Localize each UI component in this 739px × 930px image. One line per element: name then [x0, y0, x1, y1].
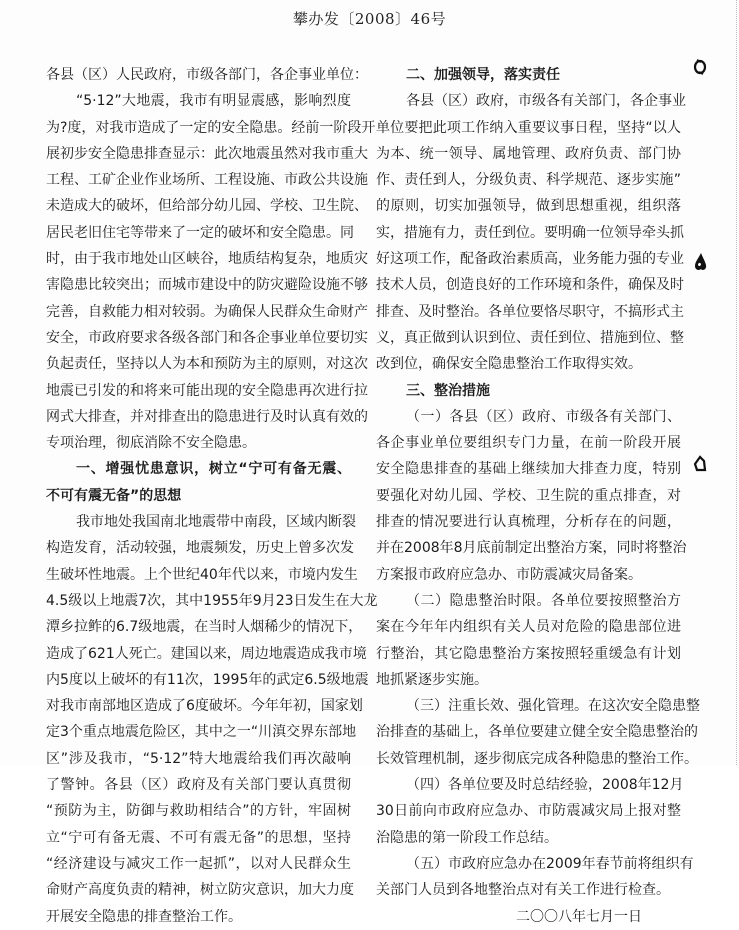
text-line: 实，措施有力，责任到位。要明确一位领导牵头抓 — [376, 224, 684, 241]
text-line: 居民老旧住宅等带来了一定的破坏和安全隐患。同 — [46, 224, 354, 241]
text-line: 行整治，其它隐患整治方案按照轻重缓急有计划 — [376, 645, 681, 662]
text-line: 时，由于我市地处山区峡谷，地质结构复杂，地质灾 — [46, 251, 368, 268]
right-text-column — [376, 62, 700, 930]
text-line: 生破坏性地震。上个世纪40年代以来，市境内发生 — [46, 566, 358, 583]
text-line: （三）注重长效、强化管理。在这次安全隐患整 — [406, 698, 700, 715]
text-line: 立“宁可有备无震、不可有震无备”的思想，坚持 — [46, 829, 351, 846]
section-heading-line: 不可有震无备”的思想 — [46, 487, 182, 504]
text-line: 专项治理，彻底消除不安全隐患。 — [46, 435, 256, 452]
text-line: 排查的情况要进行认真梳理，分析存在的问题， — [376, 514, 681, 531]
text-line: 开展安全隐患的排查整治工作。 — [46, 908, 242, 925]
text-line: 对我市南部地区造成了6度破坏。今年年初，国家划 — [46, 698, 363, 715]
text-line: 安全，市政府要求各级各部门和各企事业单位要切实 — [46, 329, 368, 346]
text-line: 造成了621人死亡。建国以来，周边地震造成我市境 — [46, 645, 367, 662]
text-line: 各县（区）政府，市级各有关部门，各企事业 — [406, 93, 686, 110]
section-heading-line: 三、整治措施 — [406, 382, 490, 399]
text-line: 4.5级以上地震7次，其中1955年9月23日发生在大龙 — [46, 592, 378, 609]
text-line: 安全隐患排查的基础上继续加大排查力度，特别 — [376, 461, 681, 478]
text-line: 治隐患的第一阶段工作总结。 — [376, 829, 558, 846]
text-line: 长效管理机制，逐步彻底完成各种隐患的整治工作。 — [376, 750, 698, 767]
text-line: 的原则，切实加强领导，做到思想重视，组织落 — [376, 198, 681, 215]
text-line: 案在今年年内组织有关人员对危险的隐患部位进 — [376, 619, 681, 636]
text-line: 网式大排查，并对排查出的隐患进行及时认真有效的 — [46, 408, 368, 425]
text-line: 关部门人员到各地整治点对有关工作进行检查。 — [376, 882, 670, 899]
document-date: 二〇〇八年七月一日 — [516, 908, 642, 925]
left-text-column — [46, 62, 378, 930]
text-line: 地震已引发的和将来可能出现的安全隐患再次进行拉 — [46, 382, 368, 399]
text-line: 技术人员，创造良好的工作环境和条件，确保及时 — [376, 277, 684, 294]
text-line: 要强化对幼儿园、学校、卫生院的重点排查，对 — [376, 487, 681, 504]
text-line: 作、责任到人，分级负责、科学规范、逐步实施” — [376, 172, 681, 189]
text-line: 地抓紧逐步实施。 — [376, 671, 488, 688]
binding-hole-mark-icon — [692, 455, 708, 473]
text-line: 单位要把此项工作纳入重要议事日程，坚持“以人 — [376, 119, 681, 136]
text-line: 好这项工作，配备政治素质高，业务能力强的专业 — [376, 251, 684, 268]
text-line: 未造成大的破坏，但给部分幼儿园、学校、卫生院、 — [46, 198, 368, 215]
text-line: 潭乡拉鲊的6.7级地震，在当时人烟稀少的情况下， — [46, 619, 363, 636]
binding-hole-mark-icon — [692, 252, 708, 270]
text-line: （五）市政府应急办在2009年春节前将组织有 — [406, 855, 694, 872]
text-line: 定3个重点地震危险区，其中之一“川滇交界东部地 — [46, 724, 357, 741]
text-line: 方案报市政府应急办、市防震减灾局备案。 — [376, 566, 642, 583]
section-heading-line: 二、加强领导，落实责任 — [406, 67, 560, 83]
text-line: “预防为主，防御与救助相结合”的方针，牢固树 — [46, 803, 351, 820]
text-line: 义，真正做到认识到位、责任到位、措施到位、整 — [376, 329, 684, 346]
section-heading-line: 一、增强忧患意识，树立“宁可有备无震、 — [76, 461, 351, 478]
text-line: 害隐患比较突出；而城市建设中的防灾避险设施不够 — [46, 277, 368, 294]
text-line: 治排查的基础上，各单位要建立健全安全隐患整治的 — [376, 724, 698, 741]
text-line: 排查、及时整治。各单位要恪尽职守，不搞形式主 — [376, 303, 684, 320]
text-line: 完善，自救能力相对较弱。为确保人民群众生命财产 — [46, 303, 368, 320]
text-line: 为?度，对我市造成了一定的安全隐患。经前一阶段开 — [46, 119, 376, 136]
text-line: （二）隐患整治时限。各单位要按照整治方 — [406, 592, 681, 609]
text-line: 并在2008年8月底前制定出整治方案，同时将整治 — [376, 540, 687, 557]
text-line: （四）各单位要及时总结经验，2008年12月 — [406, 777, 684, 794]
text-line: 我市地处我国南北地震带中南段，区域内断裂 — [76, 514, 356, 531]
text-line: 构造发育，活动较强，地震频发，历史上曾多次发 — [46, 540, 354, 557]
text-line: 负起责任，坚持以人为本和预防为主的原则，对这次 — [46, 356, 368, 373]
text-line: “经济建设与减灾工作一起抓”，以对人民群众生 — [46, 855, 351, 872]
text-line: “5·12”大地震，我市有明显震感，影响烈度 — [76, 93, 351, 110]
text-line: 各县（区）人民政府，市级各部门，各企事业单位： — [46, 67, 368, 83]
text-line: 命财产高度负责的精神，树立防灾意识，加大力度 — [46, 882, 354, 899]
text-line: 工程、工矿企业作业场所、工程设施、市政公共设施 — [46, 172, 368, 189]
text-line: 各企事业单位要组织专门力量，在前一阶段开展 — [376, 435, 681, 452]
text-line: （一）各县（区）政府、市级各有关部门、 — [406, 408, 681, 425]
text-line: 展初步安全隐患排查显示：此次地震虽然对我市重大 — [46, 145, 368, 162]
text-line: 区”涉及我市，“5·12”特大地震给我们再次敲响 — [46, 750, 351, 767]
text-line: 为本、统一领导、属地管理、政府负责、部门协 — [376, 145, 681, 162]
document-number-header: 攀办发〔2008〕46号 — [292, 10, 447, 28]
page-edge-rule — [736, 0, 738, 765]
text-line: 内5度以上破坏的有11次，1995年的武定6.5级地震 — [46, 671, 369, 688]
text-line: 改到位，确保安全隐患整治工作取得实效。 — [376, 356, 642, 373]
binding-hole-mark-icon — [692, 58, 708, 76]
text-line: 了警钟。各县（区）政府及有关部门要认真贯彻 — [46, 777, 351, 794]
text-line: 30日前向市政府应急办、市防震减灾局上报对整 — [376, 803, 681, 820]
